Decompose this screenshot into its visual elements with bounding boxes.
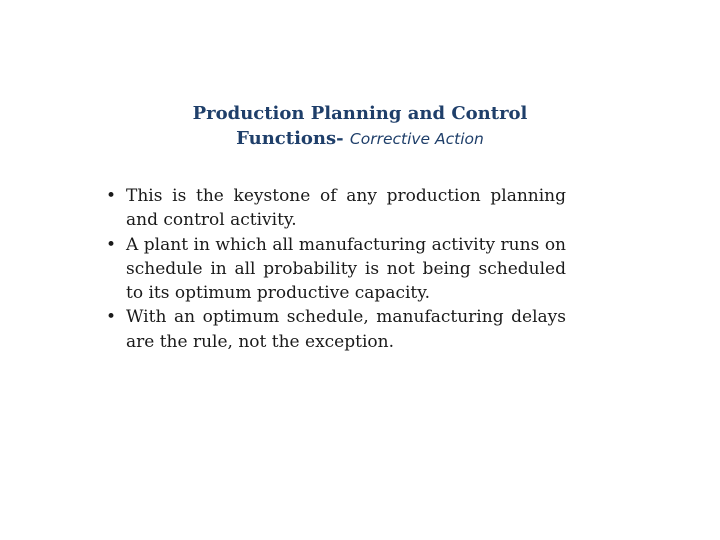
bullet-text: This is the keystone of any production planning and control activity. [126, 186, 566, 231]
title-line-1: Production Planning and Control [192, 103, 528, 124]
bullet-icon: • [106, 186, 117, 206]
bullet-text: With an optimum schedule, manufacturing delays are the rule, not the exception. [126, 307, 566, 352]
title-functions-label: Functions- [236, 128, 344, 149]
title-subtitle: Corrective Action [349, 130, 484, 148]
bullet-item [104, 305, 566, 354]
bullet-icon: • [106, 307, 117, 328]
bullet-list [104, 184, 566, 354]
title-line-2 [100, 126, 620, 152]
bullet-icon: • [106, 234, 117, 255]
bullet-item [104, 233, 566, 306]
slide-title [100, 101, 620, 152]
bullet-text: A plant in which all manufacturing activity runs on schedule in all probability is not being scheduled to its optimum productive capacity. [126, 234, 566, 304]
bullet-item [104, 184, 566, 233]
